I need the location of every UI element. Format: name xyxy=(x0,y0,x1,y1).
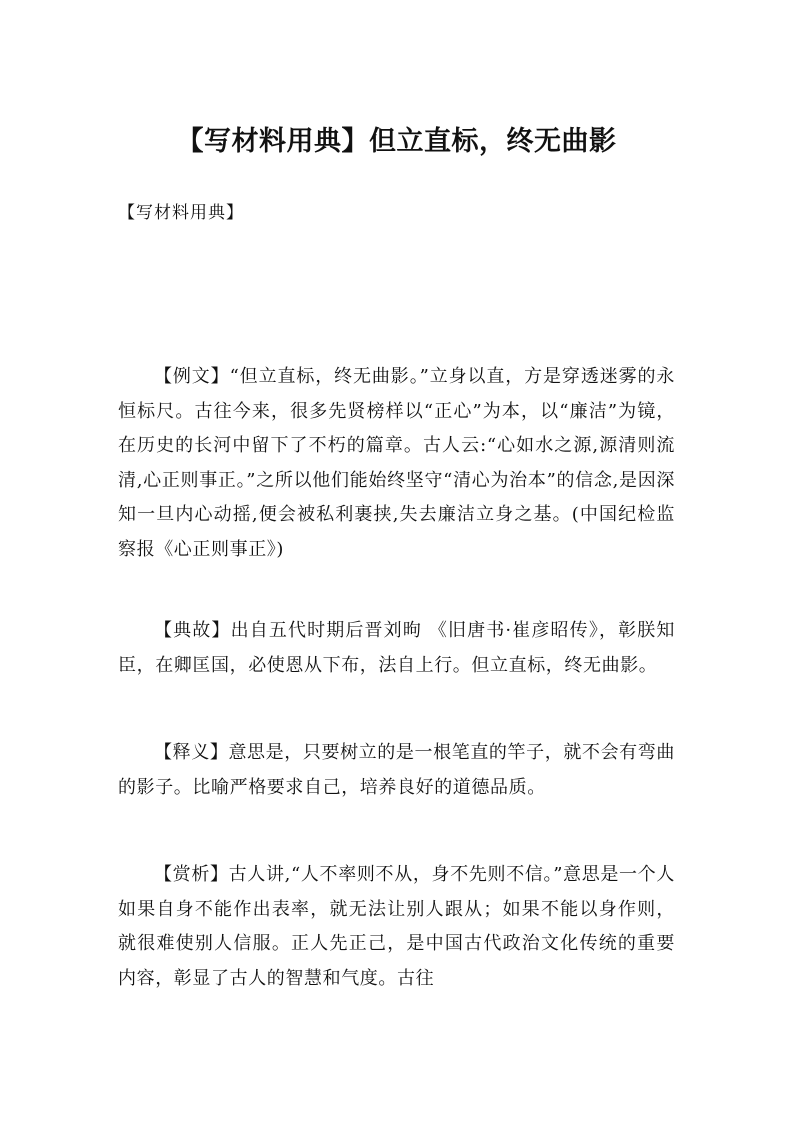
category-tag: 【写材料用典】 xyxy=(118,203,244,223)
paragraph-text-origin: 出自五代时期后晋刘昫 《旧唐书·崔彦昭传》，彰朕知臣，在卿匡国，必使恩从下布，法自上行。但立直标，终无曲影。 xyxy=(118,620,675,676)
paragraph-meaning xyxy=(118,736,675,805)
paragraph-label-analysis: 【赏析】 xyxy=(154,864,229,885)
paragraph-example xyxy=(118,360,675,568)
paragraph-label-example: 【例文】 xyxy=(154,366,230,387)
paragraph-analysis xyxy=(118,858,675,996)
document-title: 【写材料用典】但立直标，终无曲影 xyxy=(176,126,617,157)
paragraph-text-meaning: 意思是，只要树立的是一根笔直的竿子，就不会有弯曲的影子。比喻严格要求自己，培养良好的道德品质。 xyxy=(118,742,675,798)
paragraph-label-meaning: 【释义】 xyxy=(154,742,229,763)
paragraph-text-example: “但立直标，终无曲影。”立身以直，方是穿透迷雾的永恒标尺。古往今来，很多先贤榜样以“正心”为本，以“廉洁”为镜，在历史的长河中留下了不朽的篇章。古人云:“心如水之源,源清则流清,心正则事正。”之所以他们能始终坚守“清心为治本”的信念,是因深知一旦内心动摇,便会被私利裹挟,失去廉洁立身之基。(中国纪检监察报《心正则事正》) xyxy=(118,366,675,560)
paragraph-text-analysis: 古人讲,“人不率则不从，身不先则不信。”意思是一个人如果自身不能作出表率，就无法让别人跟从；如果不能以身作则，就很难使别人信服。正人先正己，是中国古代政治文化传统的重要内容，彰显了古人的智慧和气度。古往 xyxy=(118,864,675,989)
paragraph-origin xyxy=(118,614,675,683)
paragraph-label-origin: 【典故】 xyxy=(154,620,231,641)
